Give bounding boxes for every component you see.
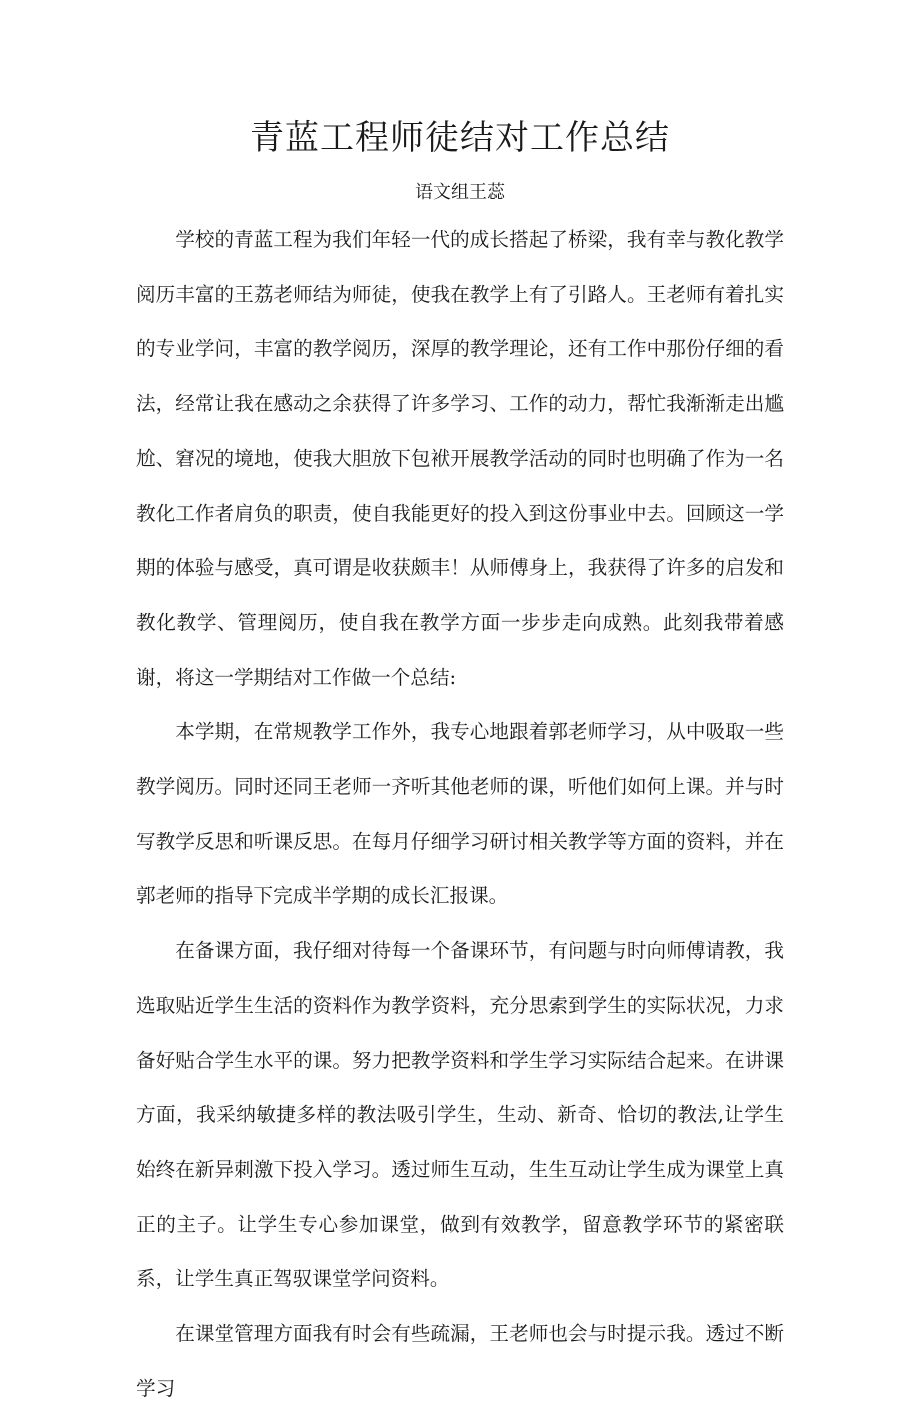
document-author: 语文组王蕊	[415, 182, 505, 203]
paragraph: 学校的青蓝工程为我们年轻一代的成长搭起了桥梁，我有幸与教化教学阅历丰富的王荔老师结为师徒，使我在教学上有了引路人。王老师有着扎实的专业学问，丰富的教学阅历，深厚的教学理论，还有工作中那份仔细的看法，经常让我在感动之余获得了许多学习、工作的动力，帮忙我渐渐走出尴尬、窘况的境地，使我大胆放下包袱开展教学活动的同时也明确了作为一名教化工作者肩负的职责，使自我能更好的投入到这份事业中去。回顾这一学期的体验与感受，真可谓是收获颇丰！从师傅身上，我获得了许多的启发和教化教学、管理阅历，使自我在教学方面一步步走向成熟。此刻我带着感谢，将这一学期结对工作做一个总结:	[136, 228, 784, 689]
document-title: 青蓝工程师徒结对工作总结	[250, 118, 670, 158]
paragraph: 在备课方面，我仔细对待每一个备课环节，有问题与时向师傅请教，我选取贴近学生生活的资料作为教学资料，充分思索到学生的实际状况，力求备好贴合学生水平的课。努力把教学资料和学生学习实际结合起来。在讲课方面，我采纳敏捷多样的教法吸引学生，生动、新奇、恰切的教法,让学生始终在新异刺激下投入学习。透过师生互动，生生互动让学生成为课堂上真正的主子。让学生专心参加课堂，做到有效教学，留意教学环节的紧密联系，让学生真正驾驭课堂学问资料。	[136, 939, 784, 1291]
document-body	[136, 213, 784, 1416]
paragraph: 本学期，在常规教学工作外，我专心地跟着郭老师学习，从中吸取一些教学阅历。同时还同王老师一齐听其他老师的课，听他们如何上课。并与时写教学反思和听课反思。在每月仔细学习研讨相关教学等方面的资料，并在郭老师的指导下完成半学期的成长汇报课。	[136, 720, 784, 908]
paragraph: 在课堂管理方面我有时会有些疏漏，王老师也会与时提示我。透过不断学习	[136, 1322, 784, 1400]
